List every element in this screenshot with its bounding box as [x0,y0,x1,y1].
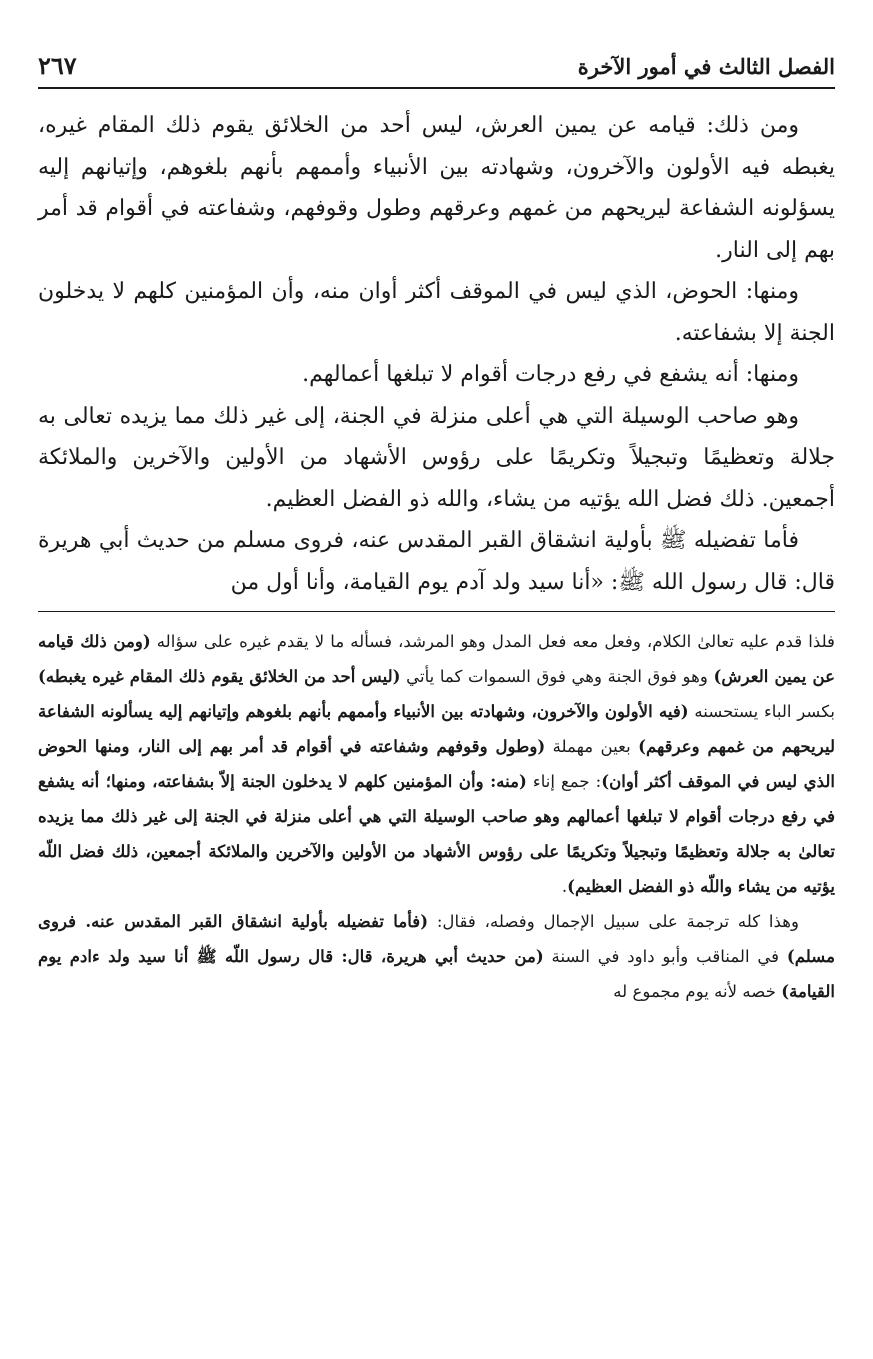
quoted-text: (وطول وقوفهم وشفاعته في أقوام قد أمر بهم إلى النار، ومنها الحوض الذي ليس في الموقف أكثر أوان) [38,736,835,791]
commentary-text: وهو فوق الجنة وهي فوق السموات كما يأتي [400,667,714,686]
commentary-text: بكسر الباء يستحسنه [688,702,836,721]
footnote-separator [38,611,835,612]
commentary-text: خصه لأنه يوم مجموع له [613,982,782,1001]
chapter-title: الفصل الثالث في أمور الآخرة [577,54,835,79]
main-paragraph: ومنها: الحوض، الذي ليس في الموقف أكثر أوان منه، وأن المؤمنين كلهم لا يدخلون الجنة إلا بشفاعته. [38,279,835,346]
main-text [38,105,835,603]
commentary-text: بعين مهملة [545,737,639,756]
commentary-paragraph [38,624,835,904]
page-number: ٢٦٧ [38,51,77,80]
quoted-text: (ومن ذلك قيامه عن يمين العرش) [38,631,836,686]
commentary-paragraph [38,904,835,1009]
main-paragraph: ومنها: أنه يشفع في رفع درجات أقوام لا تبلغها أعمالهم. [302,362,799,387]
quoted-text: (منه: وأن المؤمنين كلهم لا يدخلون الجنة إلاّ بشفاعته، ومنها؛ أنه يشفع في رفع درجات أقوام لا تبلغها أعمالهم وهو صاحب الوسيلة التي هي أعلى منزلة في الجنة إلى غير ذلك مما يزيده تعالىٰ به جلالة وتعظيمًا وتبجيلاً وتكريمًا على رؤوس الأشهاد من الأولين والآخرين والملائكة أجمعين، ذلك فضل اللّه يؤتيه من يشاء واللّه ذو الفضل العظيم) [38,771,835,896]
page-header [38,52,835,89]
main-paragraph: فأما تفضيله ﷺ بأولية انشقاق القبر المقدس عنه، فروى مسلم من حديث أبي هريرة قال: قال رسول الله ﷺ: «أنا سيد ولد آدم يوم القيامة، وأنا أول من [38,528,835,595]
quoted-text: (فأما تفضيله بأولية انشقاق القبر المقدس عنه. فروى مسلم) [38,911,835,966]
quoted-text: (ليس أحد من الخلائق يقوم ذلك المقام غيره يغبطه) [38,666,401,686]
quoted-text: (فيه الأولون والآخرون، وشهادته بين الأنبياء وأممهم بأنهم بلغوهم وإتيانهم إليه يسألونه الشفاعة ليريحهم من غمهم وعرقهم) [38,701,836,756]
commentary [38,624,835,1009]
commentary-text: . [561,877,568,896]
commentary-text: فلذا قدم عليه تعالىٰ الكلام، وفعل معه فعل المدل وهو المرشد، فسأله ما لا يقدم غيره على سؤاله [150,632,835,651]
commentary-text: في المناقب وأبو داود في السنة [543,947,787,966]
commentary-text: وهذا كله ترجمة على سبيل الإجمال وفصله، فقال: [428,912,799,931]
quoted-text: (من حديث أبي هريرة، قال: قال رسول اللّه ﷺ أنا سيد ولد ءادم يوم القيامة) [38,946,835,1001]
commentary-text: : جمع إناء [526,772,602,791]
main-paragraph: وهو صاحب الوسيلة التي هي أعلى منزلة في الجنة، إلى غير ذلك مما يزيده تعالى به جلالة وتعظيمًا وتبجيلاً وتكريمًا على رؤوس الأشهاد من الأولين والآخرين والملائكة أجمعين. ذلك فضل الله يؤتيه من يشاء، والله ذو الفضل العظيم. [38,403,835,512]
main-paragraph: ومن ذلك: قيامه عن يمين العرش، ليس أحد من الخلائق يقوم ذلك المقام غيره، يغبطه فيه الأولون والآخرون، وشهادته بين الأنبياء وأممهم بأنهم بلغوهم، وإتيانهم إليه يسؤلونه الشفاعة ليريحهم من غمهم وعرقهم وطول وقوفهم، وشفاعته في أقوام قد أمر بهم إلى النار. [38,113,835,263]
